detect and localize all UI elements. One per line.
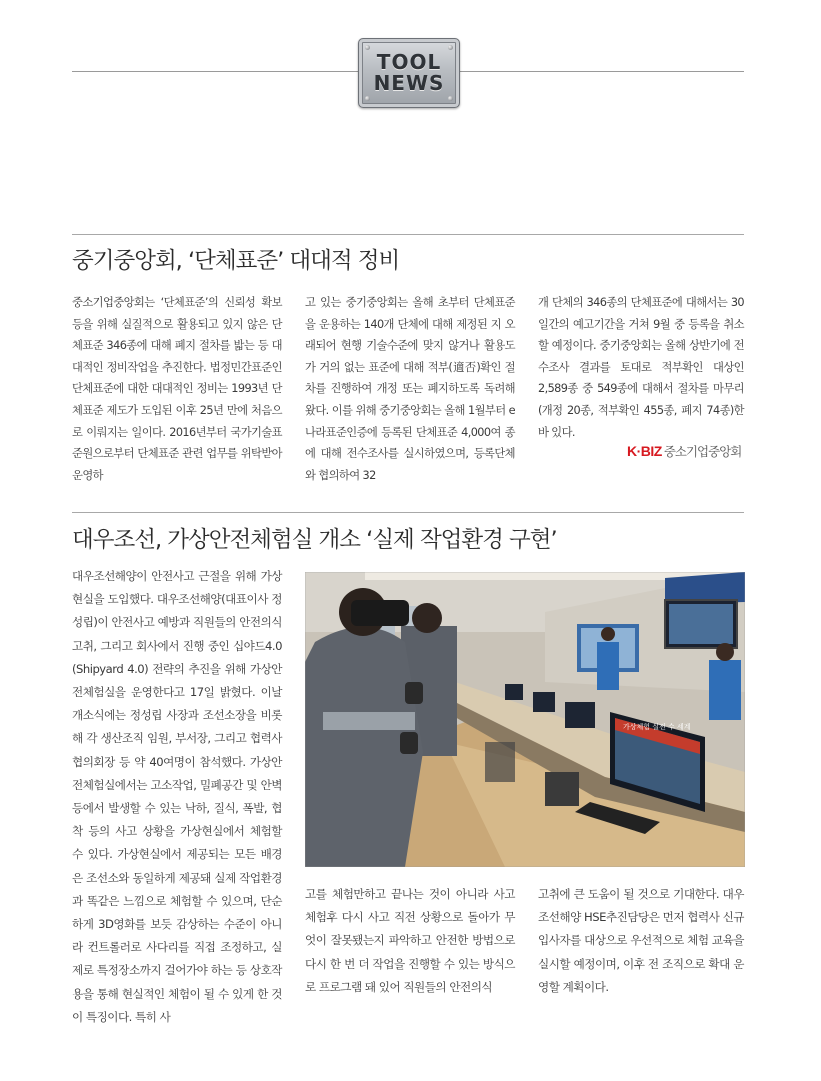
vr-training-room-photo <box>305 572 745 867</box>
article1-column-3: 개 단체의 346종의 단체표준에 대해서는 30일간의 예고기간을 거쳐 9월 중 등록을 취소할 예정이다. 중기중앙회는 올해 상반기에 전수조사 결과를 토대로 적부확인 대상인 2,589종 중 549종에 대해서 절차를 마무리(개정 20종, 적부확인 455종, 폐지 74종)한 바 있다. <box>538 296 744 439</box>
screw-icon <box>448 96 453 101</box>
article2-column-2: 고를 체험만하고 끝나는 것이 아니라 사고 체험후 다시 사고 직전 상황으로 돌아가 무엇이 잘못됐는지 파악하고 안전한 방법으로 다시 한 번 더 작업을 진행할 수 있는 방식으로 프로그램 돼 있어 직원들의 안전의식 <box>305 887 515 994</box>
screw-icon <box>365 45 370 50</box>
section-rule-2 <box>72 512 744 513</box>
badge-line-2: NEWS <box>373 71 445 95</box>
screw-icon <box>448 45 453 50</box>
article1-column-2: 고 있는 중기중앙회는 올해 초부터 단체표준을 운용하는 140개 단체에 대해 제정된 지 오래되어 현행 기술수준에 맞지 않거나 활용도가 거의 없는 표준에 대해 적부(適否)확인 절차를 진행하여 개정 또는 폐지하도록 독려해 왔다. 이를 위해 중기중앙회는 올해 1월부터 e나라표준인증에 등록된 단체표준 4,000여 종에 대해 전수조사를 실시하였으며, 등록단체와 협의하여 32 <box>305 296 515 482</box>
screw-icon <box>365 96 370 101</box>
photo-screen-text: 가상체험 실전 수 세계 <box>623 723 691 731</box>
article2-column-3: 고취에 큰 도움이 될 것으로 기대한다. 대우조선해양 HSE추진담당은 먼저 협력사 신규입사자를 대상으로 우선적으로 체험 교육을 실시할 예정이며, 이후 전 조직으로 확대 운영할 계획이다. <box>538 887 744 994</box>
section-rule-1 <box>72 234 744 235</box>
kbiz-logo <box>627 441 741 460</box>
tool-news-badge <box>358 38 460 108</box>
article1-column-1: 중소기업중앙회는 ‘단체표준’의 신뢰성 확보 등을 위해 실질적으로 활용되고 있지 않은 단체표준 346종에 대해 폐지 절차를 밟는 등 대대적인 정비작업을 추진한다. 법정민간표준인 단체표준에 대한 대대적인 정비는 1993년 단체표준 제도가 도입된 이후 25년 만에 처음으로 이뤄지는 일이다. 2016년부터 국가기술표준원으로부터 단체표준 관련 업무를 위탁받아 운영하 <box>72 296 282 482</box>
article2-column-1: 대우조선해양이 안전사고 근절을 위해 가상현실을 도입했다. 대우조선해양(대표이사 정성립)이 안전사고 예방과 직원들의 안전의식 고취, 그리고 회사에서 진행 중인 십야드4.0 (Shipyard 4.0) 전략의 추진을 위해 가상안전체험실을 운영한다고 17일 밝혔다. 이날 개소식에는 정성립 사장과 조선소장을 비롯해 각 생산조직 임원, 부서장, 그리고 협력사 협의회장 등 약 40여명이 참석했다. 가상안전체험실에서는 고소작업, 밀폐공간 및 안벽 등에서 발생할 수 있는 낙하, 질식, 폭발, 협착 등의 사고 상황을 가상현실에서 체험할 수 있다. 가상현실에서 제공되는 모든 배경은 조선소와 동일하게 제공돼 실제 작업환경과 똑같은 느낌으로 체험할 수 있으며, 단순하게 3D영화를 보듯 감상하는 수준이 아니라 컨트롤러로 사다리를 직접 조정하고, 실제로 특정장소까지 걸어가야 하는 등 상호작용을 통해 현실적인 체험이 될 수 있게 한 것이 특징이다. 특히 사 <box>72 569 282 1024</box>
kbiz-logo-mark: K·BIZ <box>627 443 662 459</box>
kbiz-logo-name: 중소기업중앙회 <box>663 444 742 459</box>
article1-title: 중기중앙회, ‘단체표준’ 대대적 정비 <box>72 248 400 274</box>
article2-title: 대우조선, 가상안전체험실 개소 ‘실제 작업환경 구현’ <box>72 527 557 553</box>
badge-line-1: TOOL <box>376 50 442 74</box>
